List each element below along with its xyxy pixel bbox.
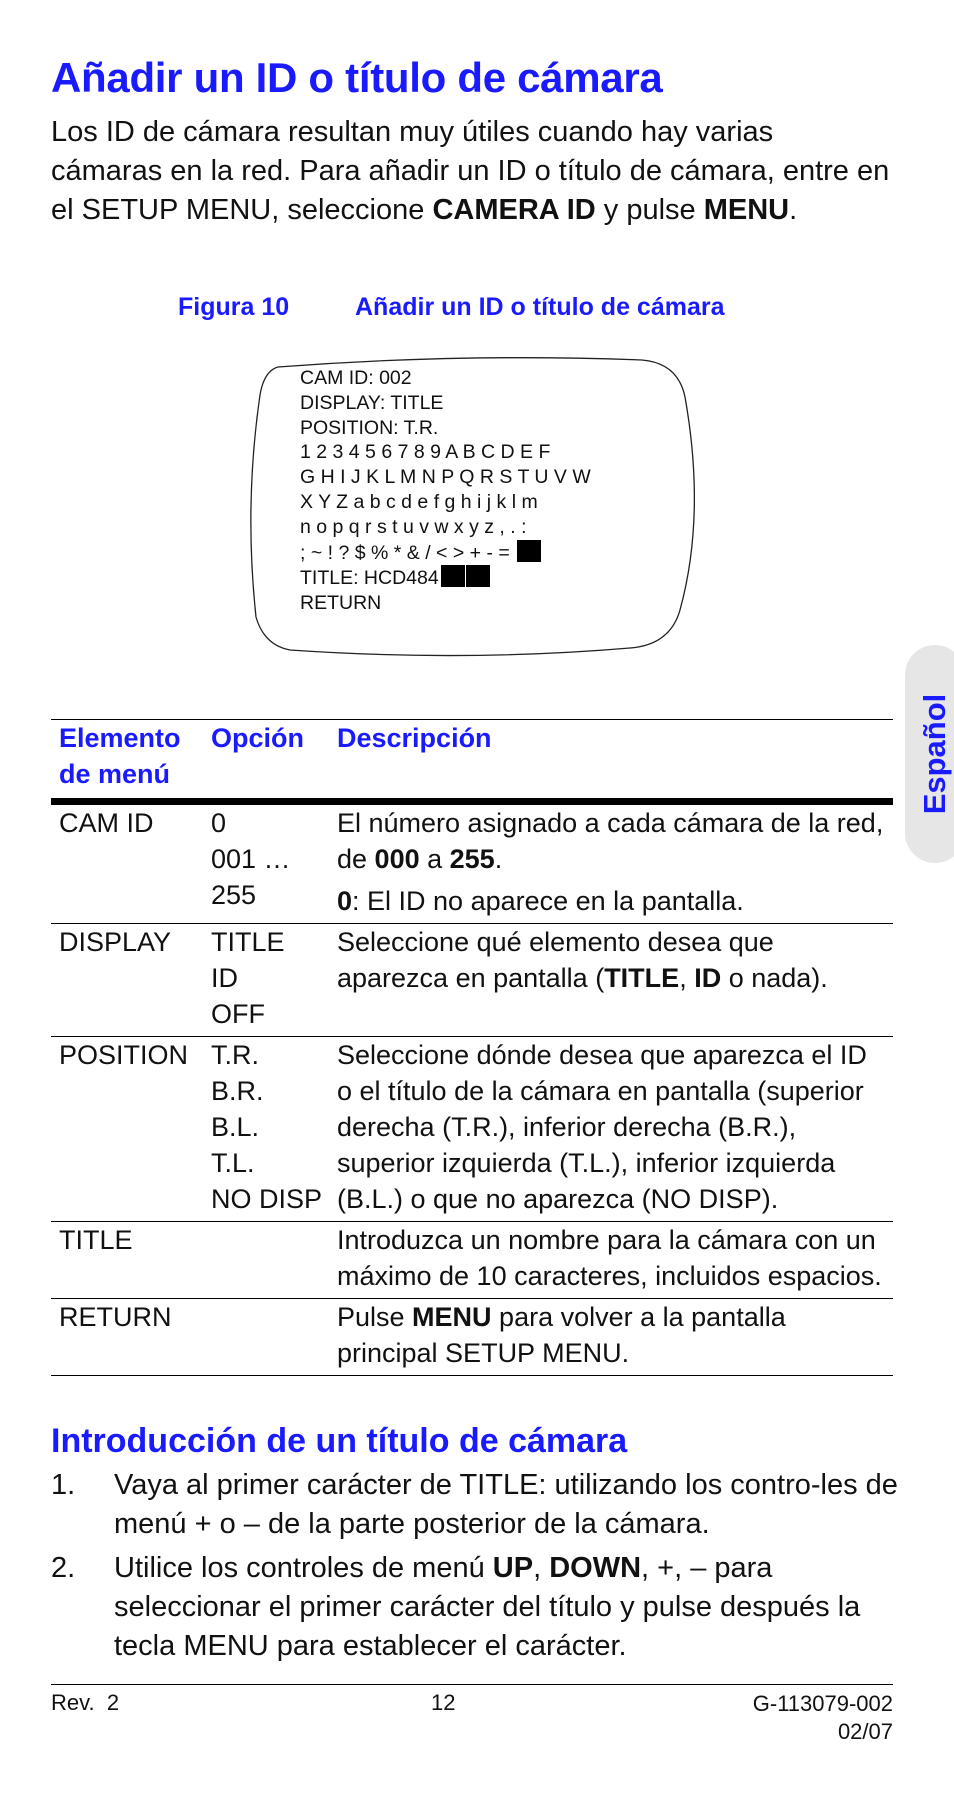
desc-bold: MENU: [412, 1302, 492, 1332]
footer-doc-info: [753, 1690, 893, 1746]
footer-date: 02/07: [837, 1719, 893, 1744]
option-value: NO DISP: [211, 1184, 323, 1214]
desc-text: o nada).: [721, 963, 828, 993]
desc-note: [337, 883, 887, 919]
intro-text: Los ID de cámara resultan muy útiles cuando hay varias cámaras en la red. Para añadir un ID o título de cámara, entre en el SETUP MENU, seleccione: [51, 116, 890, 226]
intro-paragraph: [51, 113, 891, 230]
cell-item: TITLE: [51, 1222, 203, 1299]
cell-item: DISPLAY: [51, 924, 203, 1037]
cursor-block: [466, 565, 490, 587]
cell-description: [335, 1299, 893, 1376]
table-header-row: [51, 720, 893, 802]
cell-item: CAM ID: [51, 802, 203, 924]
intro-text: .: [789, 194, 798, 226]
option-value: T.R.: [211, 1040, 260, 1070]
footer-doc-number: G-113079-002: [752, 1691, 893, 1716]
desc-bold: 0: [337, 886, 353, 916]
footer-page-number: 12: [431, 1690, 456, 1715]
steps-list: [51, 1466, 901, 1671]
menu-options-table: [51, 719, 893, 1376]
step-text: Vaya al primer carácter de TITLE: utilizando los contro-les de menú + o – de la parte posterior de la cámara.: [114, 1469, 898, 1540]
desc-text: ,: [679, 963, 695, 993]
cell-description: Seleccione dónde desea que aparezca el ID o el título de la cámara en pantalla (superior derecha (T.R.), inferior derecha (B.R.), superior izquierda (T.L.), inferior izquierda (B.L.) o que no aparezca (NO DISP).: [335, 1037, 893, 1222]
cell-description: Introduzca un nombre para la cámara con un máximo de 10 caracteres, incluidos espacios.: [335, 1222, 893, 1299]
intro-bold-camera-id: CAMERA ID: [432, 194, 596, 226]
option-value: T.L.: [211, 1148, 255, 1178]
figure-number: Figura 10: [178, 293, 290, 321]
osd-title-text: TITLE: HCD484: [300, 567, 439, 590]
col-header-item: Elemento de menú: [51, 720, 203, 802]
cell-options: [203, 1037, 335, 1222]
step-number: 2.: [51, 1552, 76, 1584]
osd-line: CAM ID: 002: [300, 367, 412, 389]
step-text: , +, – para seleccionar el primer carácter del título y pulse después la tecla MENU para establecer el carácter.: [114, 1552, 861, 1662]
col-header-description: Descripción: [335, 720, 893, 802]
desc-bold: ID: [694, 963, 722, 993]
cell-options: [203, 802, 335, 924]
desc-text: Seleccione qué elemento desea que aparezca en pantalla (: [337, 927, 774, 993]
table-row: [51, 924, 893, 1037]
list-item: [51, 1549, 901, 1666]
desc-text: Pulse: [337, 1302, 413, 1332]
cell-options: [203, 1222, 335, 1299]
osd-line-title: [300, 565, 591, 591]
osd-line: 1 2 3 4 5 6 7 8 9 A B C D E F: [300, 441, 551, 464]
cursor-block: [441, 565, 465, 587]
osd-line: DISPLAY: TITLE: [300, 391, 444, 414]
desc-text: El número asignado a cada cámara de la red, de: [337, 808, 884, 874]
table-row: [51, 802, 893, 924]
option-value: 255: [211, 880, 257, 910]
footer-revision: Rev. 2: [51, 1690, 120, 1715]
cell-options: [203, 1299, 335, 1376]
list-item: [51, 1466, 901, 1544]
desc-text: .: [494, 844, 503, 874]
osd-line: RETURN: [300, 592, 382, 615]
option-value: 001 …: [211, 844, 291, 874]
osd-line: POSITION: T.R.: [300, 416, 439, 439]
osd-line: n o p q r s t u v w x y z , . :: [300, 515, 527, 538]
step-text: ,: [533, 1552, 550, 1584]
option-value: B.R.: [211, 1076, 264, 1106]
step-number: 1.: [51, 1469, 76, 1501]
language-tab-label: Español: [917, 693, 952, 815]
desc-bold: 000: [374, 844, 420, 874]
option-value: OFF: [211, 999, 265, 1029]
language-tab: [905, 645, 954, 863]
desc-text: para volver a la pantalla principal SETUP MENU.: [337, 1302, 786, 1368]
osd-menu-text: [300, 366, 591, 616]
cell-description: [335, 924, 893, 1037]
option-value: B.L.: [211, 1112, 260, 1142]
figure-title: Añadir un ID o título de cámara: [355, 293, 725, 321]
desc-bold: 255: [449, 844, 495, 874]
osd-symbols-text: ; ~ ! ? $ % * & / < > + - =: [300, 541, 516, 564]
desc-text: : El ID no aparece en la pantalla.: [352, 886, 744, 916]
option-value: TITLE: [211, 927, 285, 957]
cell-item: POSITION: [51, 1037, 203, 1222]
cell-options: [203, 924, 335, 1037]
option-value: 0: [211, 808, 227, 838]
step-bold: DOWN: [549, 1552, 642, 1584]
intro-bold-menu: MENU: [703, 194, 790, 226]
page-title: Añadir un ID o título de cámara: [51, 54, 663, 101]
osd-line: G H I J K L M N P Q R S T U V W: [300, 466, 591, 489]
step-text: Utilice los controles de menú: [114, 1552, 493, 1584]
intro-text: y pulse: [595, 194, 704, 226]
section-heading: Introducción de un título de cámara: [51, 1422, 628, 1460]
step-bold: UP: [492, 1552, 534, 1584]
desc-bold: TITLE: [604, 963, 680, 993]
cell-description: [335, 802, 893, 924]
cell-item: RETURN: [51, 1299, 203, 1376]
osd-line: X Y Z a b c d e f g h i j k l m: [300, 490, 538, 513]
option-value: ID: [211, 963, 238, 993]
desc-text: a: [419, 844, 450, 874]
figure-caption: [178, 293, 725, 322]
col-header-option: Opción: [203, 720, 335, 802]
osd-line-symbols: [300, 540, 591, 566]
table-row: [51, 1037, 893, 1222]
table-row: [51, 1299, 893, 1376]
table-row: [51, 1222, 893, 1299]
camera-screen-figure: [250, 355, 695, 660]
cursor-block: [517, 540, 541, 562]
footer-divider: [51, 1684, 893, 1685]
